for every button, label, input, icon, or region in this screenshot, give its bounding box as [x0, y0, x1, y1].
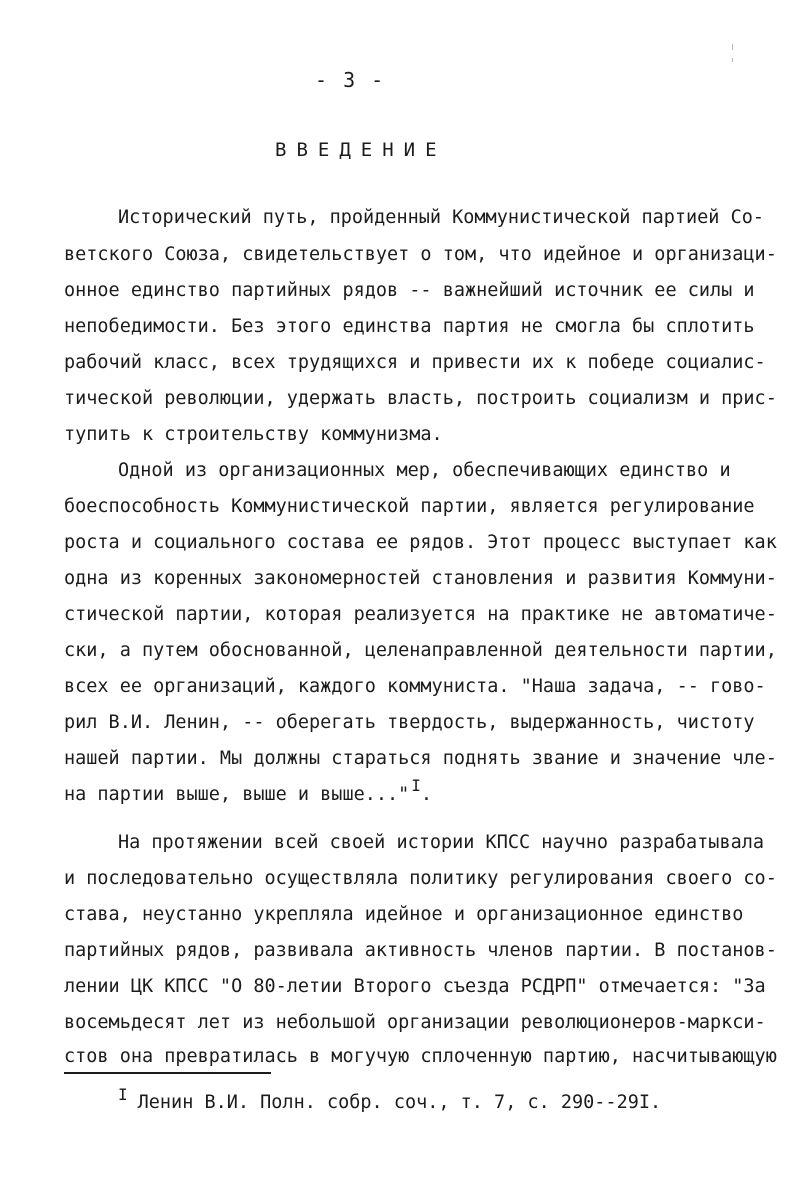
- text-line: непобедимости. Без этого единства партия не смогла бы сплотить: [64, 316, 755, 337]
- text-line: и последовательно осуществляла политику регулирования своего со-: [64, 868, 777, 889]
- text-line: боеспособность Коммунистической партии, является регулирование: [64, 496, 755, 517]
- text-line: роста и социального состава ее рядов. Этот процесс выступает как: [64, 532, 777, 553]
- page-number: - 3 -: [315, 68, 386, 92]
- text-line: лении ЦК КПСС "О 80-летии Второго съезда РСДРП" отмечается: "За: [64, 976, 766, 997]
- margin-tick-bottom: [732, 58, 733, 62]
- text-line: рил В.И. Ленин, -- оберегать твердость, выдержанность, чистоту: [64, 712, 755, 733]
- text-line: на партии выше, выше и выше...": [64, 784, 410, 805]
- text-line: рабочий класс, всех трудящихся и привести их к победе социалис-: [64, 352, 766, 373]
- text-line: ветского Союза, свидетельствует о том, что идейное и организаци-: [64, 244, 777, 265]
- text-line: тупить к строительству коммунизма.: [64, 424, 443, 445]
- footnote-text: Ленин В.И. Полн. собр. соч., т. 7, с. 290--29I.: [137, 1092, 662, 1113]
- text-line: онное единство партийных рядов -- важнейший источник ее силы и: [64, 280, 755, 301]
- footnote-separator: [64, 1072, 271, 1074]
- text-line: става, неустанно укрепляла идейное и организационное единство: [64, 904, 744, 925]
- footnote-mark: I: [118, 1085, 128, 1104]
- footnote: [118, 1086, 661, 1120]
- footnote-reference-period: .: [420, 784, 433, 805]
- footnote-reference: I: [411, 776, 421, 795]
- page-title: ВВЕДЕНИЕ: [275, 139, 447, 161]
- text-line: стической партии, которая реализуется на практике не автоматиче-: [64, 604, 777, 625]
- text-line: На протяжении всей своей истории КПСС научно разрабатывала: [118, 832, 765, 853]
- text-line: стов она превратилась в могучую сплоченную партию, насчитывающую: [64, 1046, 777, 1067]
- text-line: партийных рядов, развивала активность членов партии. В постанов-: [64, 940, 777, 961]
- text-line: восемьдесят лет из небольшой организации революционеров-маркси-: [64, 1012, 766, 1033]
- text-line: Исторический путь, пройденный Коммунистической партией Со-: [118, 207, 765, 228]
- text-line-with-footnote-ref: [64, 778, 432, 812]
- text-line: всех ее организаций, каждого коммуниста. "Наша задача, -- гово-: [64, 676, 766, 697]
- text-line: тической революции, удержать власть, построить социализм и прис-: [64, 388, 777, 409]
- text-line: одна из коренных закономерностей становления и развития Коммуни-: [64, 568, 777, 589]
- text-line: нашей партии. Мы должны стараться поднять звание и значение чле-: [64, 748, 777, 769]
- margin-tick-top: [732, 44, 733, 50]
- text-line: Одной из организационных мер, обеспечивающих единство и: [118, 460, 731, 481]
- text-line: ски, а путем обоснованной, целенаправленной деятельности партии,: [64, 640, 777, 661]
